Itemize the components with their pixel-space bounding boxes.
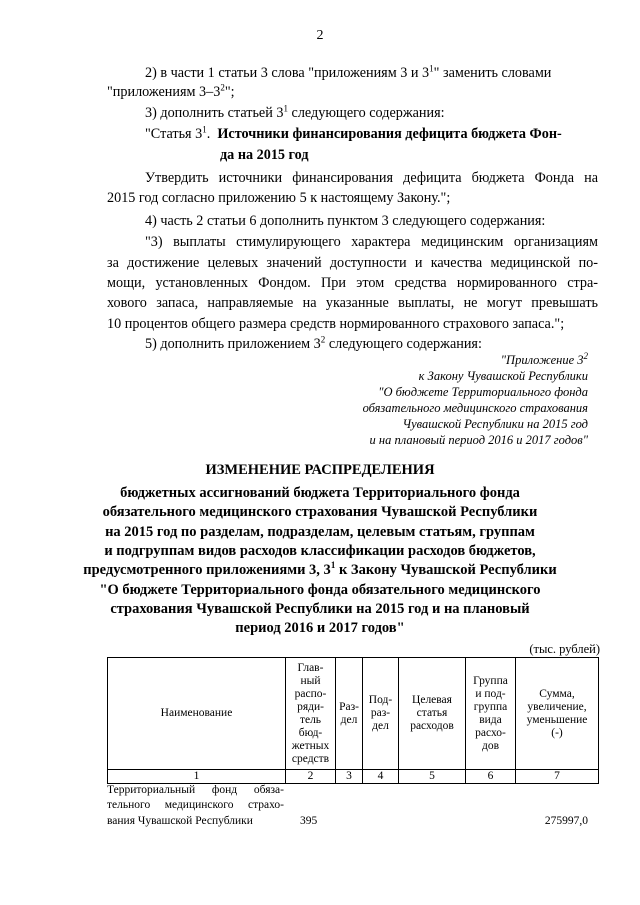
col-header-subsection: Под- раз- дел: [363, 658, 399, 770]
appendix-line: и на плановый период 2016 и 2017 годов": [369, 433, 588, 447]
row-manager-code: 395: [300, 815, 318, 827]
amendment-4: 4) часть 2 статьи 6 дополнить пунктом 3 следующего содержания:: [145, 213, 546, 229]
heading-line: и подгруппам видов расходов классификации расходов бюджетов,: [104, 543, 536, 559]
column-number: 5: [399, 770, 466, 784]
budget-table: [107, 657, 599, 784]
row-amount: 275997,0: [544, 815, 588, 827]
clause-3-line-4: хового запаса, направляемые на указанные выплаты, не могут превышать: [107, 295, 598, 311]
page-number: 2: [316, 28, 324, 43]
amendment-3: 3) дополнить статьей $3^1$ следующего содержания:: [145, 103, 445, 121]
amendment-5: 5) дополнить приложением $3^2$ следующего содержания:: [145, 334, 482, 352]
heading-line: предусмотренного приложениями 3, $3^1$ к Закону Чувашской Республики: [83, 560, 557, 578]
heading-line: бюджетных ассигнований бюджета Территориального фонда: [120, 485, 520, 501]
heading-line: период 2016 и 2017 годов": [235, 620, 405, 636]
column-number: 1: [108, 770, 286, 784]
appendix-line: к Закону Чувашской Республики: [418, 369, 588, 383]
column-number: 4: [363, 770, 399, 784]
heading-line: обязательного медицинского страхования Чувашской Республики: [102, 504, 538, 520]
appendix-line: "О бюджете Территориального фонда: [378, 385, 588, 399]
clause-3-line-2: за достижение целевых значений доступности и качества медицинской по-: [107, 255, 598, 271]
appendix-line: Чувашской Республики на 2015 год: [402, 417, 588, 431]
table-header-row: [108, 658, 599, 770]
amendment-2-line-2: "приложениям $3-3^2$";: [107, 82, 235, 100]
appendix-line: обязательного медицинского страхования: [362, 401, 588, 415]
column-number: 6: [466, 770, 516, 784]
col-header-target-article: Целевая статья расходов: [399, 658, 466, 770]
column-number: 7: [516, 770, 599, 784]
clause-3-line-5: 10 процентов общего размера средств нормированного страхового запаса.";: [107, 316, 565, 332]
row-name-line-2: тельного медицинского страхо-: [107, 799, 284, 811]
row-name-line-1: Территориальный фонд обяза-: [107, 784, 284, 796]
document-heading: ИЗМЕНЕНИЕ РАСПРЕДЕЛЕНИЯ: [205, 462, 435, 478]
heading-line: на 2015 год по разделам, подразделам, целевым статьям, группам: [105, 524, 535, 540]
column-number: 2: [286, 770, 336, 784]
column-number: 3: [336, 770, 363, 784]
approve-text-line-2: 2015 год согласно приложению 5 к настоящему Закону.";: [107, 190, 451, 206]
article-heading: "Статья $3^1$. Источники финансирования дефицита бюджета Фон-: [145, 124, 562, 142]
row-name-line-3: вания Чувашской Республики: [107, 815, 253, 827]
appendix-title: "Приложение $3^2$: [500, 350, 588, 367]
col-header-group: Группа и под- группа вида расхо- дов: [466, 658, 516, 770]
heading-line: "О бюджете Территориального фонда обязательного медицинского: [99, 582, 541, 598]
col-header-amount: Сумма, увеличение, уменьшение (-): [516, 658, 599, 770]
approve-text-line-1: Утвердить источники финансирования дефицита бюджета Фонда на: [145, 170, 598, 186]
col-header-section: Раз- дел: [336, 658, 363, 770]
col-header-main-manager: Глав- ный распо- ряди- тель бюд- жетных средств: [286, 658, 336, 770]
clause-3-line-3: мощи, установленных Фондом. При этом средства нормированного стра-: [107, 275, 598, 291]
units-label: (тыс. рублей): [529, 642, 600, 656]
clause-3-line-1: "3) выплаты стимулирующего характера медицинским организациям: [145, 234, 598, 250]
article-heading-line-2: да на 2015 год: [220, 147, 309, 163]
amendment-2-line-1: 2) в части 1 статьи 3 слова "приложениям 3 и $3^1$" заменить словами: [145, 63, 552, 81]
column-number-row: [108, 770, 599, 784]
heading-line: страхования Чувашской Республики на 2015 год и на плановый: [110, 601, 530, 617]
col-header-name: Наименование: [108, 658, 286, 770]
